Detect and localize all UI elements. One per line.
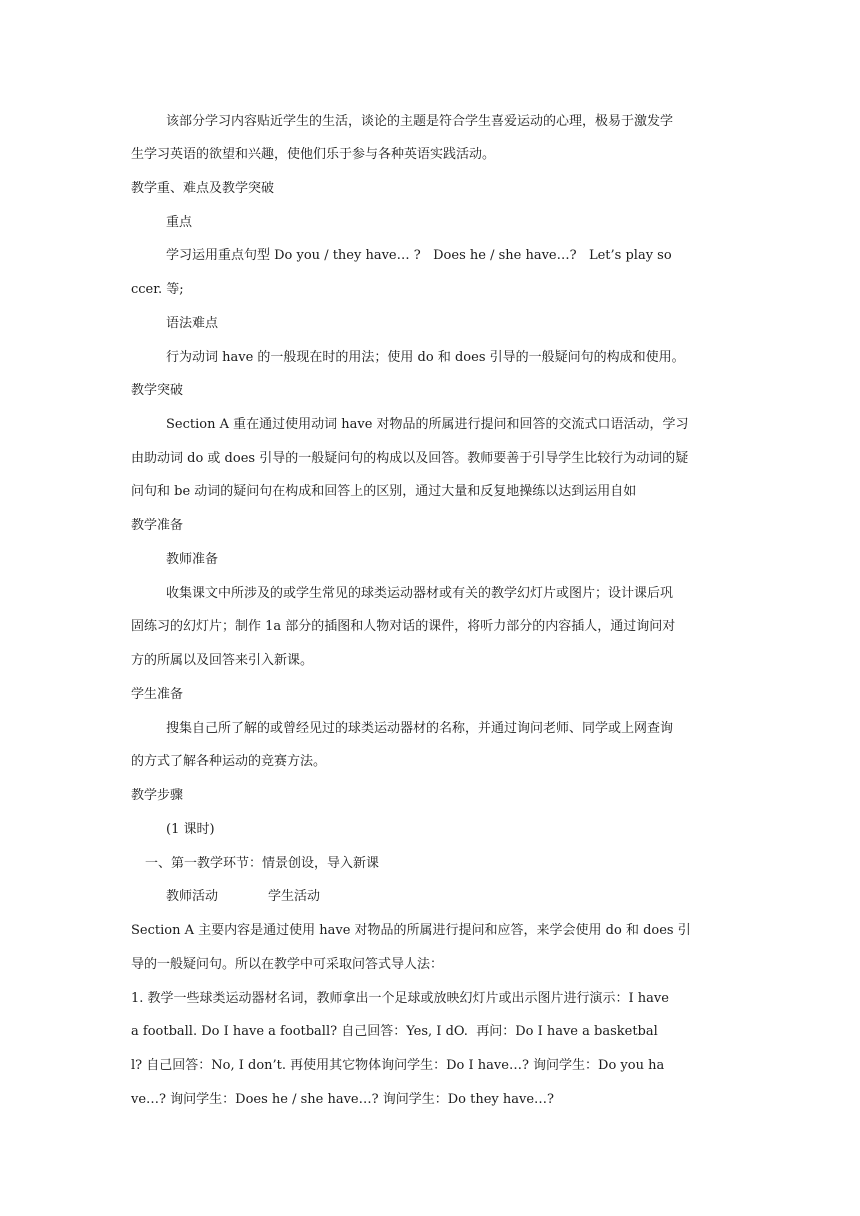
intro-paragraph-line: 该部分学习内容贴近学生的生活，谈论的主题是符合学生喜爱运动的心理，极易于激发学	[166, 114, 674, 129]
breakthrough-line: Section A 重在通过使用动词 have 对物品的所属进行提问和回答的交流式口语活动，学习	[166, 417, 689, 432]
column-student-activity: 学生活动	[268, 889, 321, 904]
column-teacher-activity: 教师活动	[166, 889, 219, 904]
breakthrough-line: 由助动词 do 或 does 引导的一般疑问句的构成以及回答。教师要善于引导学生比较行为动词的疑	[131, 451, 689, 466]
subheading-grammar-difficulty: 语法难点	[166, 316, 219, 331]
grammar-difficulty-line: 行为动词 have 的一般现在时的用法；使用 do 和 does 引导的一般疑问句的构成和使用。	[166, 350, 685, 365]
key-point-line: 学习运用重点句型 Do you / they have… ? Does he / she have…? Let’s play so	[166, 248, 672, 263]
student-prep-line: 的方式了解各种运动的竞赛方法。	[131, 754, 327, 769]
heading-preparation: 教学准备	[131, 518, 184, 533]
class-hours: (1 课时)	[166, 822, 215, 837]
subheading-key-point: 重点	[166, 215, 193, 230]
step-one-line: ve…? 询问学生：Does he / she have…? 询问学生：Do they have…?	[131, 1092, 555, 1107]
student-prep-line: 搜集自己所了解的或曾经见过的球类运动器材的名称，并通过询问老师、同学或上网查询	[166, 721, 674, 736]
step-one-line: 1. 教学一些球类运动器材名词，教师拿出一个足球或放映幻灯片或出示图片进行演示：I have	[131, 991, 669, 1006]
key-point-line: ccer. 等;	[131, 282, 184, 297]
breakthrough-line: 问句和 be 动词的疑问句在构成和回答上的区别，通过大量和反复地操练以达到运用自如	[131, 484, 637, 499]
section-a-line: Section A 主要内容是通过使用 have 对物品的所属进行提问和应答，来学会使用 do 和 does 引	[131, 923, 691, 938]
teacher-prep-line: 固练习的幻灯片；制作 1a 部分的插图和人物对话的课件，将听力部分的内容插人，通过询问对	[131, 619, 676, 634]
stage-one-heading: 一、第一教学环节：情景创设，导入新课	[145, 856, 380, 871]
step-one-line: a football. Do I have a football? 自己回答：Yes, I dO. 再问：Do I have a basketbal	[131, 1024, 658, 1039]
section-a-line: 导的一般疑问句。所以在教学中可采取问答式导人法：	[131, 957, 444, 972]
step-one-line: l? 自己回答：No, I don’t. 再使用其它物体询问学生：Do I have…? 询问学生：Do you ha	[131, 1058, 665, 1073]
intro-paragraph-line: 生学习英语的欲望和兴趣，使他们乐于参与各种英语实践活动。	[131, 147, 496, 162]
teacher-prep-line: 方的所属以及回答来引入新课。	[131, 653, 314, 668]
teacher-prep-line: 收集课文中所涉及的或学生常见的球类运动器材或有关的教学幻灯片或图片；设计课后巩	[166, 586, 674, 601]
heading-breakthrough: 教学突破	[131, 383, 184, 398]
subheading-teacher-preparation: 教师准备	[166, 552, 219, 567]
heading-teaching-steps: 教学步骤	[131, 788, 184, 803]
heading-key-difficult-points: 教学重、难点及教学突破	[131, 181, 275, 196]
heading-student-preparation: 学生准备	[131, 687, 184, 702]
